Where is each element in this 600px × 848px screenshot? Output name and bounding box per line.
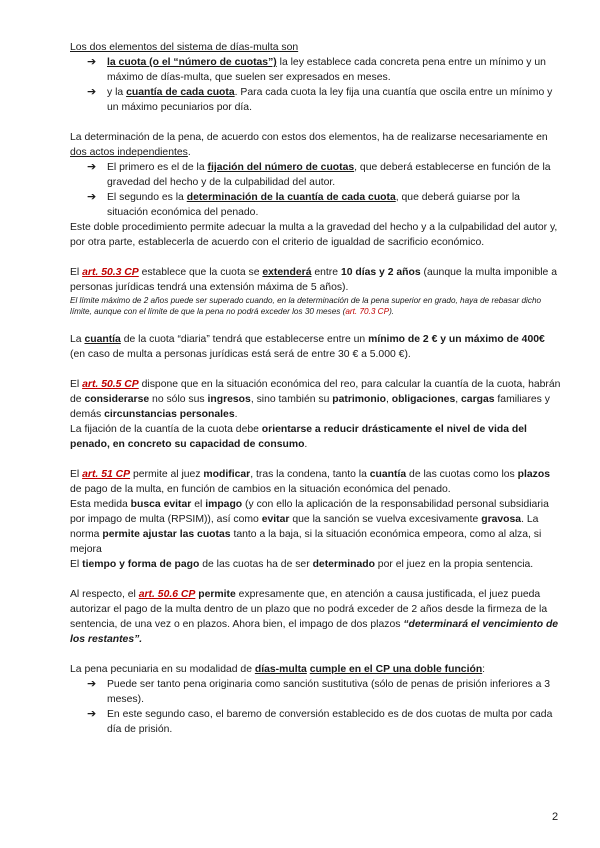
art-50-6-paragraph — [70, 587, 562, 647]
text-run: tiempo y forma de pago — [82, 559, 200, 570]
text-run: El — [70, 267, 83, 278]
text-run: En este segundo caso, el baremo de conversión establecido es de dos cuotas de multa por cada día de prisión. — [107, 709, 553, 735]
text-run: 10 días y 2 años — [340, 267, 421, 278]
procedure-paragraph — [70, 220, 562, 250]
arrow-bullet-icon: ➔ — [87, 86, 97, 98]
arrow-bullet-icon: ➔ — [87, 161, 97, 173]
text-run: . — [304, 439, 308, 450]
text-run: cargas — [461, 394, 495, 405]
legal-reference-link[interactable]: art. 50.5 CP — [82, 379, 139, 390]
text-run: determinado — [312, 559, 375, 570]
legal-reference-link[interactable]: art. 51 CP — [82, 469, 131, 480]
legal-reference-link: art. 70.3 CP — [345, 307, 390, 316]
list-item — [70, 190, 562, 220]
list-item — [70, 707, 562, 737]
text-run: el — [191, 499, 206, 510]
text-run: El — [70, 379, 83, 390]
medida-paragraph — [70, 497, 562, 557]
text-run: La — [70, 334, 85, 345]
text-run: cuantía de cada cuota — [126, 87, 235, 98]
text-run: la cuota (o el “número de cuotas”) — [107, 57, 277, 68]
text-run: evitar — [261, 514, 290, 525]
cuantia-paragraph — [70, 332, 562, 362]
text-run: circunstancias personales — [104, 409, 235, 420]
text-run: extenderá — [262, 267, 312, 278]
intro-list — [70, 55, 562, 115]
text-run: tanto a la baja, si la situación económica empeora, como al alza, si mejora — [70, 529, 542, 555]
text-run: familiares y demás — [70, 394, 550, 420]
text-run: (y con ello la aplicación de la responsabilidad personal subsidiaria por impago de multa (RPSIM)), así como — [70, 499, 549, 525]
arrow-bullet-icon: ➔ — [87, 56, 97, 68]
text-run: la ley establece cada concreta pena entre un mínimo y un máximo de días-multa, que suelen ser expresados en meses. — [107, 57, 546, 83]
text-run: , que deberá guiarse por la situación económica del penado. — [107, 192, 520, 218]
legal-reference-link[interactable]: art. 50.6 CP — [138, 589, 196, 600]
arrow-bullet-icon: ➔ — [87, 191, 97, 203]
text-run: , que deberá establecerse en función de la gravedad del hecho y de la culpabilidad del autor. — [107, 162, 551, 188]
text-run: “determinará el vencimiento de los restantes”. — [70, 619, 559, 645]
determination-paragraph — [70, 130, 562, 160]
text-run: modificar — [203, 469, 251, 480]
text-run: El primero es el de la — [107, 162, 208, 173]
text-run: de las cuotas ha de ser — [199, 559, 313, 570]
text-run: orientarse a reducir drásticamente el nivel de vida del penado, en concreto su capacidad de consumo — [70, 424, 527, 450]
text-run: (en caso de multa a personas jurídicas está será de entre 30 € a 5.000 €). — [70, 349, 411, 360]
text-run: Esta medida — [70, 499, 131, 510]
arrow-bullet-icon: ➔ — [87, 678, 97, 690]
text-run: Puede ser tanto pena originaria como sanción sustitutiva (sólo de penas de prisión inferiores a 3 meses). — [107, 679, 551, 705]
art-50-3-note — [70, 295, 562, 317]
text-run: días-multa — [254, 664, 307, 675]
text-run: El segundo es la — [107, 192, 187, 203]
text-run: fijación del número de cuotas — [207, 162, 355, 173]
arrow-bullet-icon: ➔ — [87, 708, 97, 720]
text-run: , tras la condena, tanto la — [250, 469, 370, 480]
text-run: El — [70, 559, 83, 570]
list-item — [70, 160, 562, 190]
text-run: considerarse — [84, 394, 150, 405]
text-run: impago — [205, 499, 243, 510]
text-run: La pena pecuniaria en su modalidad de — [70, 664, 255, 675]
text-run: dos actos independientes — [70, 147, 188, 158]
text-run: ). — [389, 307, 395, 316]
text-run: cuantía — [369, 469, 407, 480]
page-content — [70, 40, 562, 737]
text-run: mínimo de 2 € y un máximo de 400€ — [368, 334, 545, 345]
art-50-3-paragraph — [70, 265, 562, 295]
text-run: . — [234, 409, 238, 420]
text-run: entre — [311, 267, 341, 278]
text-run: que la sanción se vuelva excesivamente — [289, 514, 482, 525]
text-run: Este doble procedimiento permite adecuar la multa a la gravedad del hecho y a la culpabilidad del autor y, por otra parte, establecerla de acuerdo con el criterio de igualdad de sacrificio económico. — [70, 222, 558, 248]
text-run: de pago de la multa, en función de cambios en la situación económica del penado. — [70, 484, 451, 495]
fijacion-paragraph — [70, 422, 562, 452]
art-50-5-paragraph — [70, 377, 562, 422]
text-run: patrimonio — [332, 394, 386, 405]
text-run: de la cuota “diaria” tendrá que establecerse entre un — [120, 334, 369, 345]
text-run: , sino también su — [250, 394, 333, 405]
text-run: dispone que en la situación económica del reo, para calcular la cuantía de la cuota, habrán de — [70, 379, 561, 405]
text-run: La fijación de la cuantía de la cuota debe — [70, 424, 262, 435]
text-run: por el juez en la propia sentencia. — [374, 559, 534, 570]
text-run: cuantía — [84, 334, 121, 345]
text-run: expresamente que, en atención a causa justificada, el juez pueda autorizar el pago de la multa dentro de un plazo que no podrá exceder de 2 años desde la firmeza de la sentencia, de una vez o en plazos. Ahora bien, el impago de dos plazos — [70, 589, 548, 630]
text-run: permite al juez — [130, 469, 204, 480]
text-run: , — [455, 394, 462, 405]
text-run: El — [70, 469, 83, 480]
text-run: plazos — [517, 469, 550, 480]
text-run: Al respecto, el — [70, 589, 139, 600]
text-run: : — [482, 664, 486, 675]
text-run: no sólo sus — [149, 394, 208, 405]
determination-list — [70, 160, 562, 220]
text-run: , — [385, 394, 392, 405]
funcion-paragraph — [70, 662, 562, 677]
text-run: permite ajustar las cuotas — [102, 529, 231, 540]
text-run: gravosa — [481, 514, 522, 525]
funcion-list — [70, 677, 562, 737]
text-run: cumple en el CP una doble función — [309, 664, 483, 675]
list-item — [70, 677, 562, 707]
text-run: establece que la cuota se — [138, 267, 263, 278]
text-run: determinación de la cuantía de cada cuota — [186, 192, 396, 203]
list-item — [70, 55, 562, 85]
text-run: ingresos — [207, 394, 251, 405]
text-run: . — [187, 147, 191, 158]
text-run: permite — [198, 589, 236, 600]
art-51-paragraph — [70, 467, 562, 497]
section-heading: Los dos elementos del sistema de días-multa son — [70, 42, 299, 53]
text-run: (aunque la multa imponible a personas jurídicas tendrá una extensión máxima de 5 años). — [70, 267, 557, 293]
text-run: de las cuotas como los — [406, 469, 518, 480]
text-run: . Para cada cuota la ley fija una cuantía que oscila entre un mínimo y un máximo pecuniarios por día. — [107, 87, 553, 113]
text-run: y la — [107, 87, 127, 98]
text-run: El límite máximo de 2 años puede ser superado cuando, en la determinación de la pena superior en grado, haya de rebasar dicho límite, aunque con el límite de que la pena no podrá exceder los 30 meses ( — [70, 296, 542, 316]
text-run: La determinación de la pena, de acuerdo con estos dos elementos, ha de realizarse necesariamente en — [70, 132, 548, 143]
list-item — [70, 85, 562, 115]
legal-reference-link[interactable]: art. 50.3 CP — [82, 267, 139, 278]
text-run: obligaciones — [391, 394, 456, 405]
tiempo-paragraph — [70, 557, 562, 572]
text-run: busca evitar — [130, 499, 192, 510]
page-number: 2 — [552, 811, 559, 823]
text-run: . La norma — [70, 514, 539, 540]
